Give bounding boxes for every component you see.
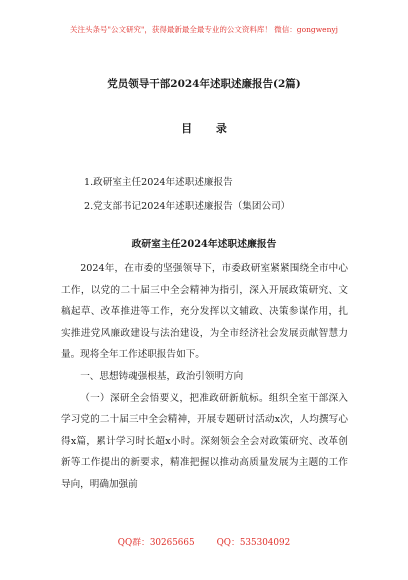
- toc-heading: 目 录: [181, 122, 237, 135]
- toc-item[interactable]: 2.党支部书记2024年述职述廉报告（集团公司）: [84, 201, 291, 212]
- document-title: 党员领导干部2024年述职述廉报告(2篇): [107, 78, 301, 90]
- toc-item[interactable]: 1.政研室主任2024年述职述廉报告: [84, 177, 233, 188]
- footer-contact: [0, 535, 408, 548]
- body-paragraph: （一）深研全会悟要义，把准政研新航标。组织全室干部深入学习党的二十届三中全会精神，开展专题研讨活动x次，人均撰写心得x篇，累计学习时长超x小时。深刻领会全会对政策研究、改革创新等工作提出的新要求，精准把握以推动高质量发展为主题的工作导向，明确加强前: [61, 392, 348, 490]
- footer-qq: QQ：535304092: [216, 538, 291, 548]
- header-banner: 关注头条号"公文研究"，获得最新最全最专业的公文资料库！ 微信：gongwenyj: [70, 25, 338, 34]
- footer-qq-group: QQ群：30265665: [117, 538, 195, 548]
- document-body: [61, 258, 348, 496]
- body-paragraph: 2024年，在市委的坚强领导下，市委政研室紧紧围绕全市中心工作，以党的二十届三中全会精神为指引，深入开展政策研究、文稿起草、改革推进等工作，充分发挥以文辅政、决策参谋作用，扎实推进党风廉政建设与法治建设，为全市经济社会发展贡献智慧力量。现将全年工作述职报告如下。: [61, 263, 348, 361]
- body-heading: 一、思想铸魂强根基，政治引领明方向: [80, 370, 244, 382]
- section-title: 政研室主任2024年述职述廉报告: [131, 239, 277, 250]
